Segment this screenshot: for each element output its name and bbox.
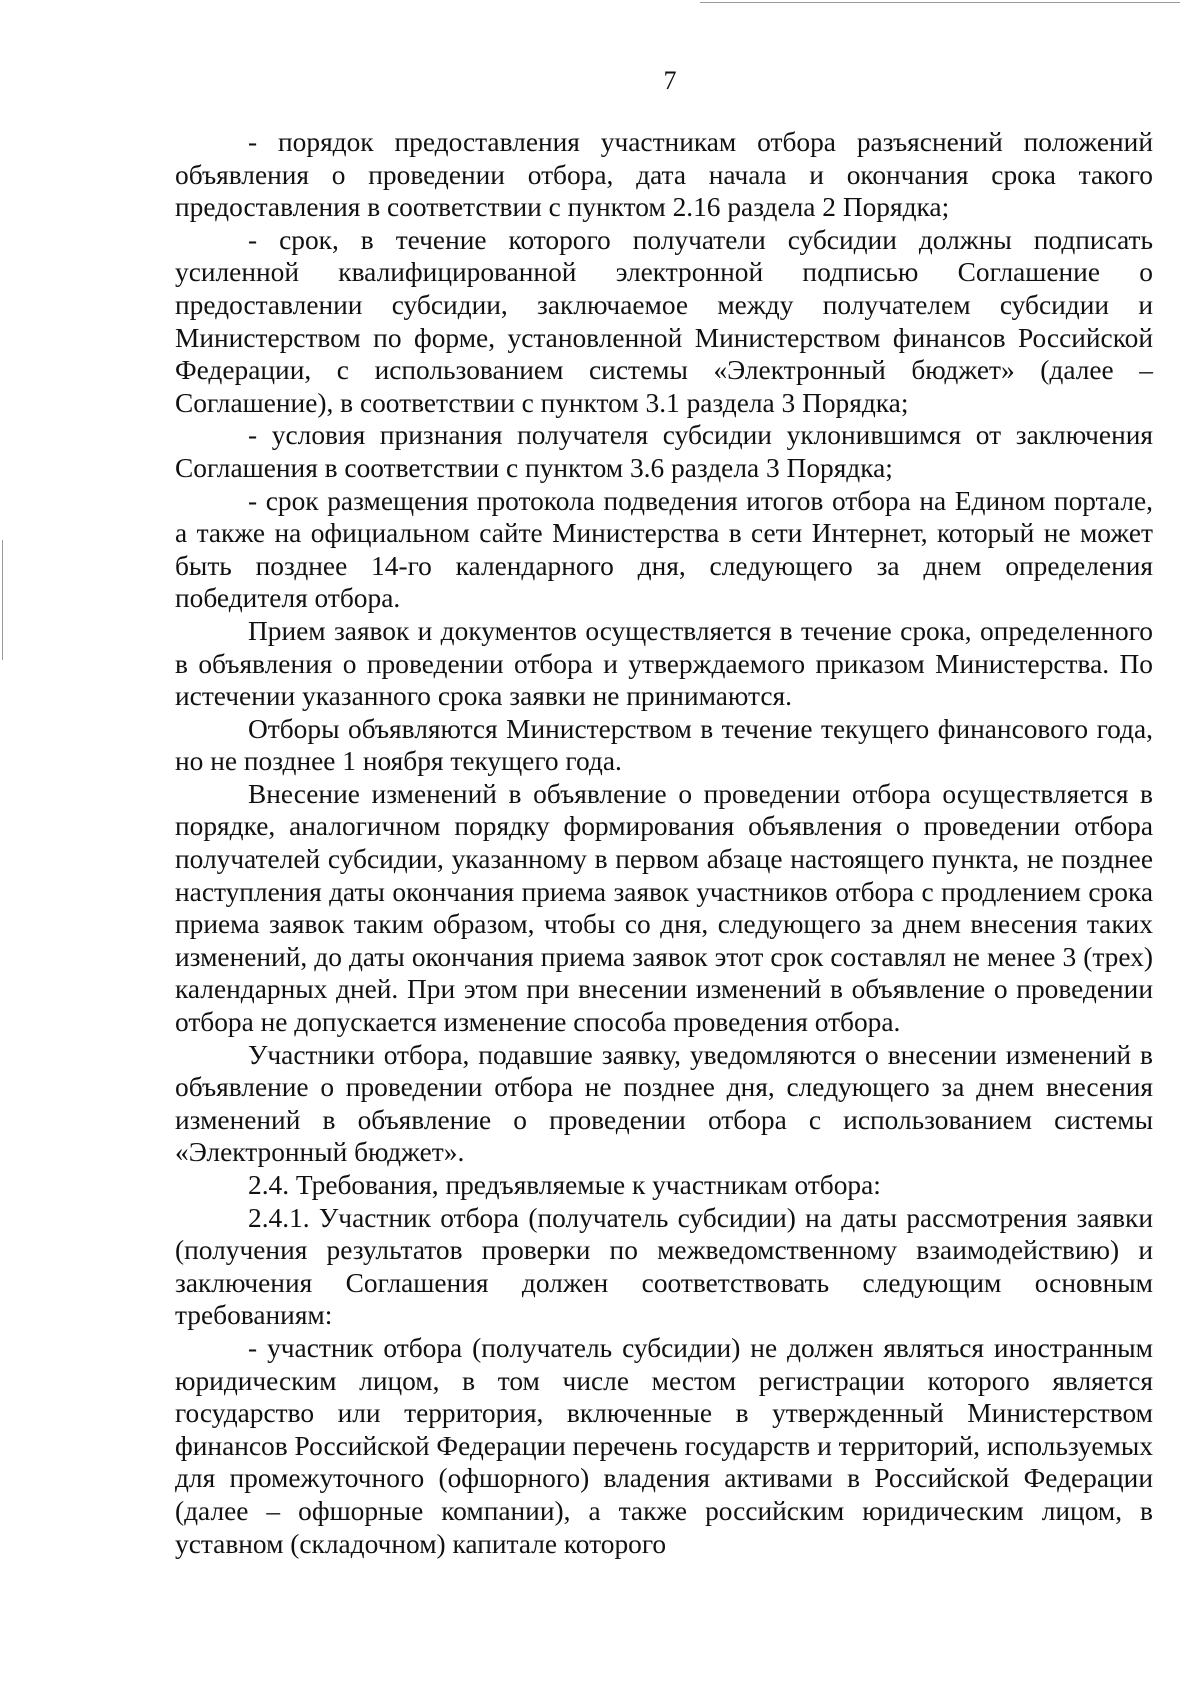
paragraph: Участники отбора, подавшие заявку, уведомляются о внесении изменений в объявление о проведении отбора не позднее дня, следующего за днем внесения изменений в объявление о проведении отбора с использованием системы «Электронный бюджет».: [175, 1039, 1153, 1168]
paragraph: Отборы объявляются Министерством в течение текущего финансового года, но не позднее 1 ноября текущего года.: [175, 713, 1153, 777]
edge-mark-left: [2, 540, 3, 660]
paragraph: - условия признания получателя субсидии уклонившимся от заключения Соглашения в соответствии с пунктом 3.6 раздела 3 Порядка;: [175, 420, 1153, 483]
edge-mark-top: [700, 2, 1180, 3]
paragraph: 2.4.1. Участник отбора (получатель субсидии) на даты рассмотрения заявки (получения результатов проверки по межведомственному взаимодействию) и заключения Соглашения должен соответствовать следующим основным требованиям:: [175, 1202, 1153, 1331]
paragraph: - порядок предоставления участникам отбора разъяснений положений объявления о проведении отбора, дата начала и окончания срока такого предоставления в соответствии с пунктом 2.16 раздела 2 Порядка;: [175, 127, 1153, 223]
paragraph: - участник отбора (получатель субсидии) не должен являться иностранным юридическим лицом, в том числе местом регистрации которого является государство или территория, включенные в утвержденный Министерством финансов Российской Федерации перечень государств и территорий, используемых для промежуточного (офшорного) владения активами в Российской Федерации (далее – офшорные компании), а также российским юридическим лицом, в уставном (складочном) капитале которого: [175, 1332, 1153, 1559]
document-body: [175, 126, 1153, 1560]
page-number: 7: [663, 66, 677, 95]
section-heading: 2.4. Требования, предъявляемые к участникам отбора:: [248, 1170, 881, 1200]
paragraph: Внесение изменений в объявление о проведении отбора осуществляется в порядке, аналогичном порядку формирования объявления о проведении отбора получателей субсидии, указанному в первом абзаце настоящего пункта, не позднее наступления даты окончания приема заявок участников отбора с продлением срока приема заявок таким образом, чтобы со дня, следующего за днем внесения таких изменений, до даты окончания приема заявок этот срок составлял не менее 3 (трех) календарных дней. При этом при внесении изменений в объявление о проведении отбора не допускается изменение способа проведения отбора.: [175, 778, 1153, 1038]
paragraph: - срок размещения протокола подведения итогов отбора на Едином портале, а также на официальном сайте Министерства в сети Интернет, который не может быть позднее 14-го календарного дня, следующего за днем определения победителя отбора.: [175, 485, 1153, 614]
paragraph: - срок, в течение которого получатели субсидии должны подписать усиленной квалифицированной электронной подписью Соглашение о предоставлении субсидии, заключаемое между получателем субсидии и Министерством по форме, установленной Министерством финансов Российской Федерации, с использованием системы «Электронный бюджет» (далее – Соглашение), в соответствии с пунктом 3.1 раздела 3 Порядка;: [175, 224, 1153, 418]
paragraph: Прием заявок и документов осуществляется в течение срока, определенного в объявления о проведении отбора и утверждаемого приказом Министерства. По истечении указанного срока заявки не принимаются.: [175, 615, 1153, 712]
